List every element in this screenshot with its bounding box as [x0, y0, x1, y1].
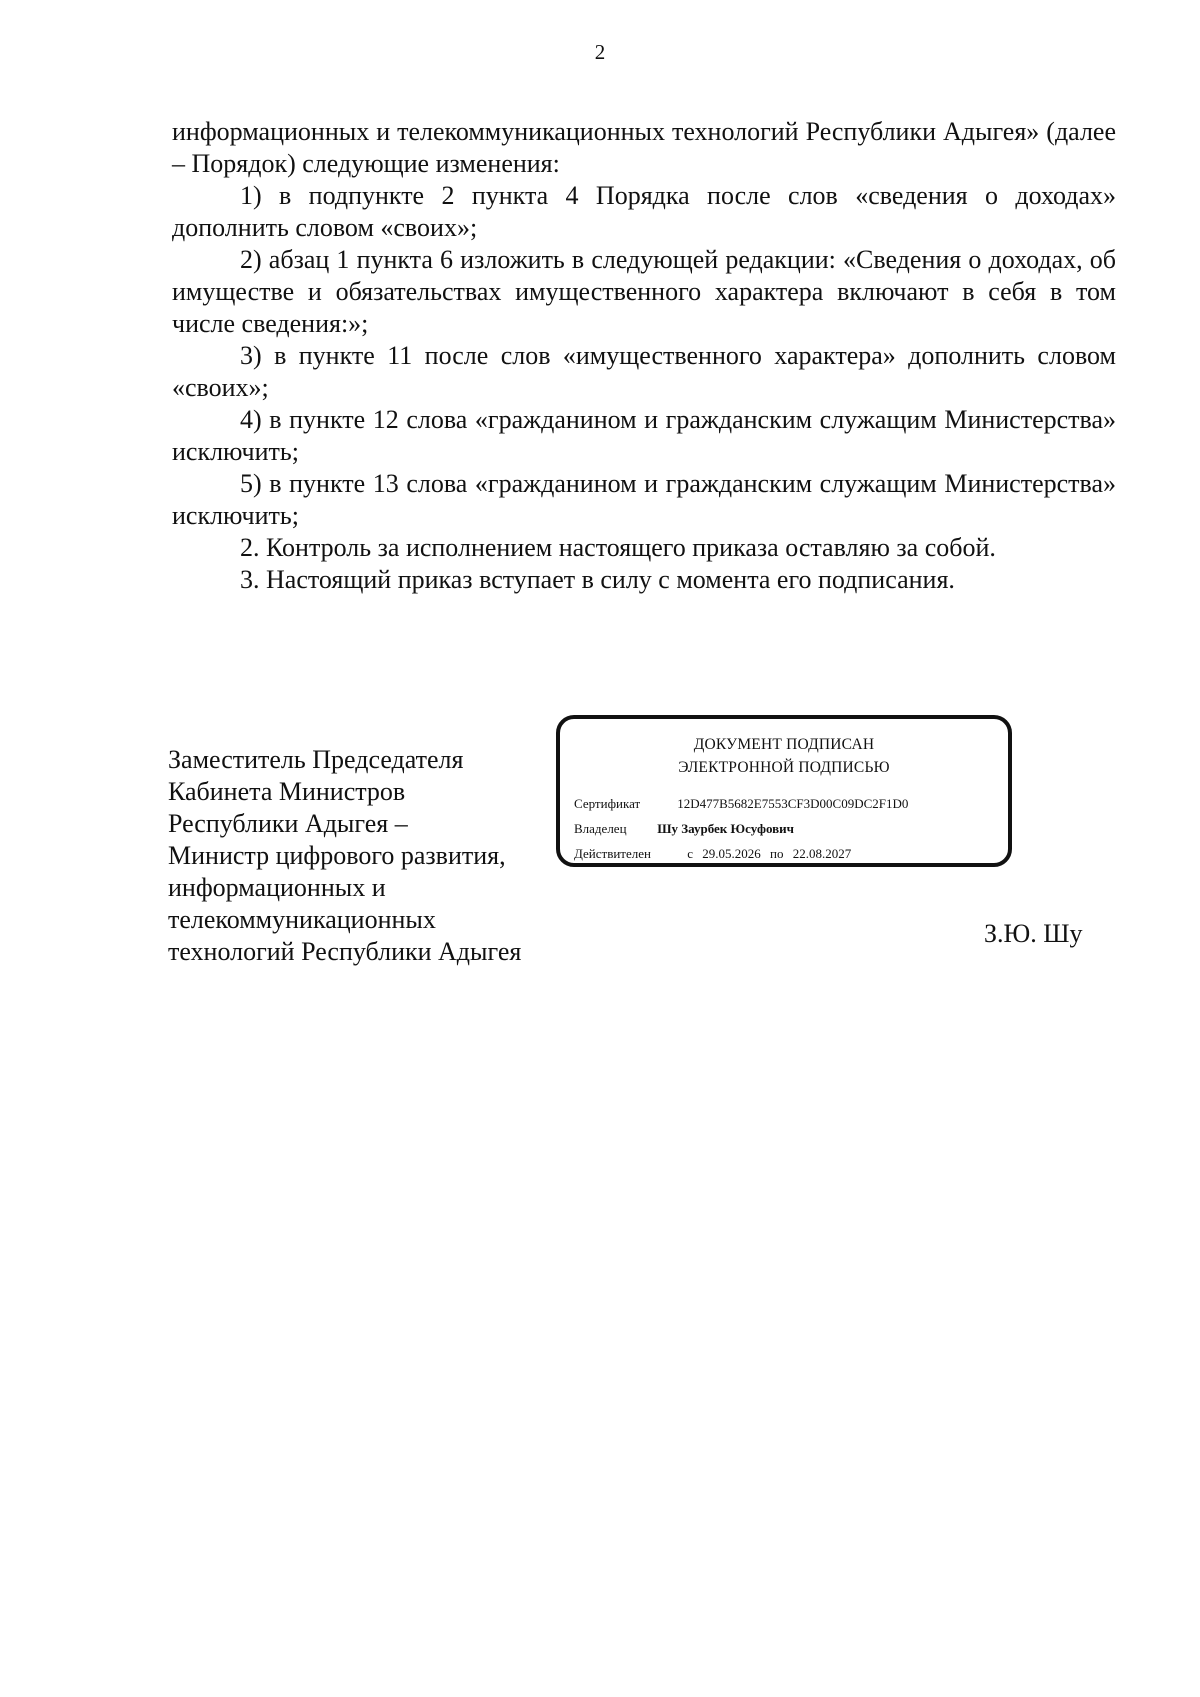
page-number: 2	[594, 40, 606, 64]
paragraph-item-4: 4) в пункте 12 слова «гражданином и гражданским служащим Министерства» исключить;	[172, 405, 1116, 466]
signer-title-line: Кабинета Министров	[168, 777, 406, 806]
stamp-owner-row	[574, 820, 794, 838]
stamp-validity-label: Действителен	[574, 846, 651, 861]
stamp-owner-label: Владелец	[574, 821, 627, 836]
stamp-certificate-label: Сертификат	[574, 796, 641, 811]
signer-title	[168, 744, 568, 968]
electronic-signature-stamp	[556, 715, 1012, 867]
paragraph-control-clause: 2. Контроль за исполнением настоящего приказа оставляю за собой.	[240, 533, 996, 562]
paragraph-continuation: информационных и телекоммуникационных технологий Республики Адыгея» (далее – Порядок) следующие изменения:	[172, 117, 1116, 178]
signer-title-line: Республики Адыгея –	[168, 809, 408, 838]
signer-name: З.Ю. Шу	[984, 919, 1083, 948]
paragraph-effective-clause: 3. Настоящий приказ вступает в силу с момента его подписания.	[240, 565, 955, 594]
signer-title-line: информационных и	[168, 873, 386, 902]
stamp-certificate-row	[574, 795, 908, 813]
stamp-heading-line: ДОКУМЕНТ ПОДПИСАН	[693, 736, 875, 753]
paragraph-item-2: 2) абзац 1 пункта 6 изложить в следующей редакции: «Сведения о доходах, об имуществе и обязательствах имущественного характера включают в себя в том числе сведения:»;	[172, 245, 1116, 338]
stamp-certificate-value: 12D477B5682E7553CF3D00C09DC2F1D0	[677, 796, 909, 811]
signer-title-line: технологий Республики Адыгея	[168, 937, 522, 966]
document-body	[172, 116, 1116, 596]
paragraph-item-1: 1) в подпункте 2 пункта 4 Порядка после слов «сведения о доходах» дополнить словом «своих»;	[172, 181, 1116, 242]
signer-title-line: телекоммуникационных	[168, 905, 436, 934]
signer-title-line: Министр цифрового развития,	[168, 841, 506, 870]
stamp-valid-to: 22.08.2027	[792, 846, 852, 861]
paragraph-item-5: 5) в пункте 13 слова «гражданином и гражданским служащим Министерства» исключить;	[172, 469, 1116, 530]
stamp-valid-from: 29.05.2026	[702, 846, 761, 861]
stamp-valid-to-prefix: по	[770, 846, 784, 861]
stamp-valid-from-prefix: с	[687, 846, 694, 861]
stamp-validity-row	[574, 845, 857, 863]
stamp-heading	[560, 733, 1008, 779]
signer-title-line: Заместитель Председателя	[168, 745, 464, 774]
stamp-heading-line: ЭЛЕКТРОННОЙ ПОДПИСЬЮ	[678, 759, 890, 776]
paragraph-item-3: 3) в пункте 11 после слов «имущественного характера» дополнить словом «своих»;	[172, 341, 1116, 402]
stamp-owner-value: Шу Заурбек Юсуфович	[657, 821, 794, 836]
